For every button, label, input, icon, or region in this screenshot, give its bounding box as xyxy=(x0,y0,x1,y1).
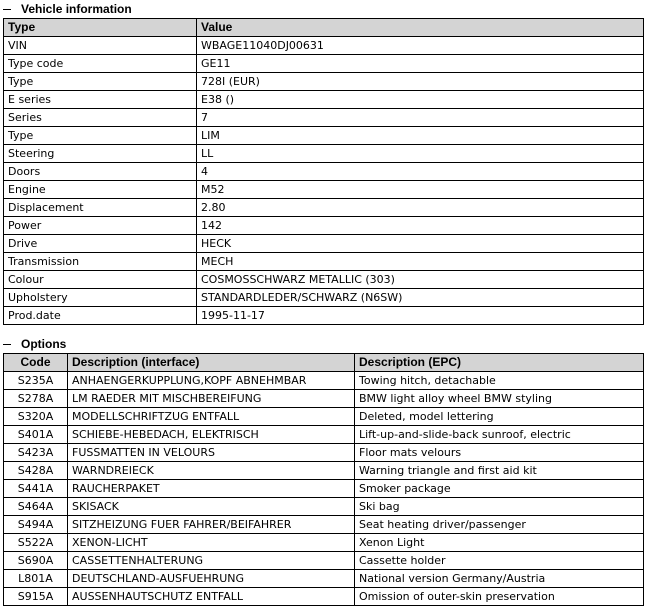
option-epc-cell: Floor mats velours xyxy=(355,444,644,462)
row-value-cell: MECH xyxy=(197,253,644,271)
option-epc-cell: Towing hitch, detachable xyxy=(355,372,644,390)
table-row xyxy=(4,217,644,235)
table-row xyxy=(4,534,644,552)
row-type-cell: VIN xyxy=(4,37,197,55)
option-code-cell: S690A xyxy=(4,552,68,570)
table-row xyxy=(4,73,644,91)
collapse-toggle-icon[interactable] xyxy=(3,344,11,345)
option-epc-cell: Deleted, model lettering xyxy=(355,408,644,426)
option-epc-cell: Lift-up-and-slide-back sunroof, electric xyxy=(355,426,644,444)
row-value-cell: M52 xyxy=(197,181,644,199)
vehicle-section-title: Vehicle information xyxy=(21,2,132,16)
table-row xyxy=(4,55,644,73)
row-value-cell: 142 xyxy=(197,217,644,235)
table-row xyxy=(4,552,644,570)
option-interface-cell: ANHAENGERKUPPLUNG,KOPF ABNEHMBAR xyxy=(68,372,355,390)
table-row xyxy=(4,109,644,127)
column-header-value: Value xyxy=(197,19,644,37)
row-value-cell: 1995-11-17 xyxy=(197,307,644,325)
option-code-cell: L801A xyxy=(4,570,68,588)
row-type-cell: Prod.date xyxy=(4,307,197,325)
row-value-cell: 4 xyxy=(197,163,644,181)
options-section-header xyxy=(0,335,66,353)
table-header-row xyxy=(4,19,644,37)
option-epc-cell: Xenon Light xyxy=(355,534,644,552)
table-row xyxy=(4,145,644,163)
table-row xyxy=(4,289,644,307)
table-row xyxy=(4,91,644,109)
option-interface-cell: SITZHEIZUNG FUER FAHRER/BEIFAHRER xyxy=(68,516,355,534)
column-header-code: Code xyxy=(4,354,68,372)
table-row xyxy=(4,498,644,516)
vehicle-section-header xyxy=(0,0,132,18)
option-epc-cell: Seat heating driver/passenger xyxy=(355,516,644,534)
table-row xyxy=(4,588,644,606)
option-epc-cell: Smoker package xyxy=(355,480,644,498)
option-code-cell: S235A xyxy=(4,372,68,390)
row-type-cell: Series xyxy=(4,109,197,127)
table-row xyxy=(4,408,644,426)
row-value-cell: LL xyxy=(197,145,644,163)
row-value-cell: 728I (EUR) xyxy=(197,73,644,91)
table-row xyxy=(4,570,644,588)
row-value-cell: COSMOSSCHWARZ METALLIC (303) xyxy=(197,271,644,289)
table-row xyxy=(4,163,644,181)
row-type-cell: Colour xyxy=(4,271,197,289)
option-epc-cell: Warning triangle and first aid kit xyxy=(355,462,644,480)
row-value-cell: 2.80 xyxy=(197,199,644,217)
table-header-row xyxy=(4,354,644,372)
table-row xyxy=(4,181,644,199)
option-code-cell: S915A xyxy=(4,588,68,606)
option-interface-cell: RAUCHERPAKET xyxy=(68,480,355,498)
options-section-title: Options xyxy=(21,337,67,351)
table-row xyxy=(4,127,644,145)
option-epc-cell: Omission of outer-skin preservation xyxy=(355,588,644,606)
option-code-cell: S441A xyxy=(4,480,68,498)
row-type-cell: Engine xyxy=(4,181,197,199)
option-code-cell: S278A xyxy=(4,390,68,408)
option-interface-cell: FUSSMATTEN IN VELOURS xyxy=(68,444,355,462)
table-row xyxy=(4,199,644,217)
table-row xyxy=(4,444,644,462)
row-value-cell: STANDARDLEDER/SCHWARZ (N6SW) xyxy=(197,289,644,307)
row-type-cell: Power xyxy=(4,217,197,235)
option-interface-cell: WARNDREIECK xyxy=(68,462,355,480)
row-type-cell: Type xyxy=(4,73,197,91)
vehicle-info-table xyxy=(3,18,644,325)
option-epc-cell: Ski bag xyxy=(355,498,644,516)
column-header-epc: Description (EPC) xyxy=(355,354,644,372)
table-row xyxy=(4,253,644,271)
option-interface-cell: SKISACK xyxy=(68,498,355,516)
row-type-cell: Doors xyxy=(4,163,197,181)
row-value-cell: 7 xyxy=(197,109,644,127)
option-interface-cell: SCHIEBE-HEBEDACH, ELEKTRISCH xyxy=(68,426,355,444)
column-header-type: Type xyxy=(4,19,197,37)
option-code-cell: S428A xyxy=(4,462,68,480)
row-type-cell: Transmission xyxy=(4,253,197,271)
collapse-toggle-icon[interactable] xyxy=(3,9,11,10)
table-row xyxy=(4,235,644,253)
row-type-cell: Steering xyxy=(4,145,197,163)
table-row xyxy=(4,462,644,480)
table-row xyxy=(4,480,644,498)
table-row xyxy=(4,390,644,408)
option-code-cell: S423A xyxy=(4,444,68,462)
row-type-cell: Upholstery xyxy=(4,289,197,307)
option-code-cell: S464A xyxy=(4,498,68,516)
row-type-cell: Drive xyxy=(4,235,197,253)
table-row xyxy=(4,307,644,325)
option-interface-cell: MODELLSCHRIFTZUG ENTFALL xyxy=(68,408,355,426)
row-value-cell: GE11 xyxy=(197,55,644,73)
table-row xyxy=(4,37,644,55)
row-type-cell: E series xyxy=(4,91,197,109)
row-type-cell: Displacement xyxy=(4,199,197,217)
option-interface-cell: AUSSENHAUTSCHUTZ ENTFALL xyxy=(68,588,355,606)
row-value-cell: LIM xyxy=(197,127,644,145)
table-row xyxy=(4,372,644,390)
row-value-cell: WBAGE11040DJ00631 xyxy=(197,37,644,55)
option-interface-cell: DEUTSCHLAND-AUSFUEHRUNG xyxy=(68,570,355,588)
option-code-cell: S320A xyxy=(4,408,68,426)
option-code-cell: S401A xyxy=(4,426,68,444)
option-interface-cell: XENON-LICHT xyxy=(68,534,355,552)
column-header-interface: Description (interface) xyxy=(68,354,355,372)
row-value-cell: E38 () xyxy=(197,91,644,109)
row-value-cell: HECK xyxy=(197,235,644,253)
table-row xyxy=(4,271,644,289)
options-table xyxy=(3,353,644,606)
option-epc-cell: BMW light alloy wheel BMW styling xyxy=(355,390,644,408)
option-interface-cell: LM RAEDER MIT MISCHBEREIFUNG xyxy=(68,390,355,408)
option-code-cell: S522A xyxy=(4,534,68,552)
option-code-cell: S494A xyxy=(4,516,68,534)
table-row xyxy=(4,516,644,534)
row-type-cell: Type xyxy=(4,127,197,145)
table-row xyxy=(4,426,644,444)
option-epc-cell: Cassette holder xyxy=(355,552,644,570)
option-interface-cell: CASSETTENHALTERUNG xyxy=(68,552,355,570)
option-epc-cell: National version Germany/Austria xyxy=(355,570,644,588)
row-type-cell: Type code xyxy=(4,55,197,73)
